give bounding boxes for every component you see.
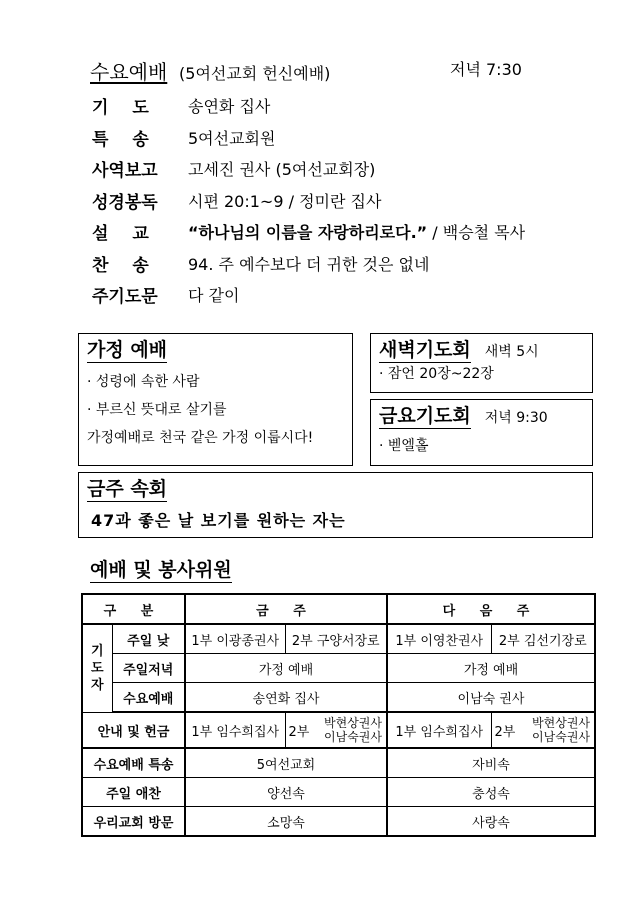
- cell: 가정 예배: [185, 654, 387, 683]
- table-row: [82, 624, 595, 654]
- row-label: 수요예배 특송: [82, 748, 185, 778]
- box-line: · 벧엘홀: [379, 438, 429, 454]
- cell-prefix: 2부: [494, 724, 516, 740]
- box-title: 금주 속회: [87, 478, 168, 500]
- program-row: [92, 279, 562, 311]
- weekly-cell-box: [78, 472, 593, 538]
- cell: 1부 임수희집사: [185, 712, 285, 748]
- program-row: [92, 185, 562, 217]
- program-label: 특송: [92, 129, 173, 150]
- name-a: 박현상권사: [324, 716, 382, 730]
- sermon-title: “하나님의 이름을 자랑하리로다.”: [188, 223, 428, 243]
- header-category: 구 분: [82, 594, 185, 624]
- weekly-cell-text: 47과 좋은 날 보기를 원하는 자는: [91, 511, 346, 530]
- program-label: 찬송: [92, 255, 173, 276]
- box-line: · 잠언 20장~22장: [379, 366, 494, 382]
- program-row: [92, 122, 562, 154]
- row-label: 주일 애찬: [82, 778, 185, 807]
- box-time: 저녁 9:30: [484, 410, 548, 426]
- table-row: [82, 748, 595, 778]
- program-label: 주기도문: [92, 287, 158, 308]
- program-row: [92, 153, 562, 185]
- program-value: 고세진 권사 (5여선교회장): [188, 160, 376, 180]
- cell: 5여선교회: [185, 748, 387, 778]
- row-label: 우리교회 방문: [82, 807, 185, 837]
- cell-stacked: [491, 712, 595, 748]
- program-label: 기도: [92, 98, 173, 119]
- prayer-group-label: [82, 624, 112, 712]
- program-row: [92, 248, 562, 280]
- box-line: · 성령에 속한 사람: [87, 374, 200, 390]
- cell: 양선속: [185, 778, 387, 807]
- cell: 자비속: [387, 748, 595, 778]
- program-value: [188, 220, 562, 243]
- program-value: 시편 20:1~9 / 정미란 집사: [188, 191, 382, 211]
- duty-section-title: 예배 및 봉사위원: [90, 559, 232, 581]
- cell: 이남숙 권사: [387, 683, 595, 713]
- cell-names: [309, 716, 386, 744]
- table-row: [82, 654, 595, 683]
- duty-table: [81, 593, 596, 837]
- service-program: [92, 90, 562, 311]
- row-label: 수요예배: [112, 683, 185, 713]
- table-row: [82, 807, 595, 837]
- program-value: 송연화 집사: [188, 97, 271, 117]
- box-title: 가정 예배: [87, 339, 168, 361]
- service-title: 수요예배: [90, 60, 168, 84]
- cell-names: [515, 716, 594, 744]
- cell: 1부 이영찬권사: [387, 624, 491, 654]
- name-b: 이남숙권사: [532, 730, 591, 744]
- cell: 송연화 집사: [185, 683, 387, 713]
- sermon-preacher: / 백승철 목사: [427, 223, 526, 243]
- program-label: 성경봉독: [92, 192, 158, 213]
- service-subtitle: (5여선교회 헌신예배): [179, 64, 331, 83]
- box-line: 가정예배로 천국 같은 가정 이룹시다!: [87, 430, 314, 446]
- cell: 1부 이광종권사: [185, 624, 285, 654]
- dawn-prayer-box: [370, 333, 593, 393]
- name-b: 이남숙권사: [324, 730, 382, 744]
- table-row: [82, 712, 595, 748]
- friday-prayer-box: [370, 399, 593, 466]
- box-time: 새벽 5시: [484, 344, 539, 360]
- name-a: 박현상권사: [532, 716, 591, 730]
- box-line: · 부르신 뜻대로 살기를: [87, 402, 227, 418]
- cell: 2부 구양서장로: [285, 624, 387, 654]
- cell: 소망속: [185, 807, 387, 837]
- box-title: 새벽기도회: [379, 339, 471, 361]
- cell-prefix: 2부: [288, 724, 310, 740]
- service-header: [90, 56, 560, 82]
- header-this-week: 금 주: [185, 594, 387, 624]
- header-next-week: 다 음 주: [387, 594, 595, 624]
- cell: 가정 예배: [387, 654, 595, 683]
- service-time: 저녁 7:30: [450, 60, 522, 79]
- program-label: 설교: [92, 224, 173, 245]
- cell: 충성속: [387, 778, 595, 807]
- row-label: 안내 및 헌금: [82, 712, 185, 748]
- program-label: 사역보고: [92, 161, 158, 182]
- program-row: [92, 90, 562, 122]
- cell: 2부 김선기장로: [491, 624, 595, 654]
- box-title: 금요기도회: [379, 405, 471, 427]
- program-value: 5여선교회원: [188, 128, 276, 148]
- cell: 1부 임수희집사: [387, 712, 491, 748]
- cell: 사랑속: [387, 807, 595, 837]
- cell-stacked: [285, 712, 387, 748]
- program-value: 94. 주 예수보다 더 귀한 것은 없네: [188, 254, 430, 274]
- row-label: 주일 낮: [112, 624, 185, 654]
- home-worship-box: [78, 333, 353, 466]
- table-row: [82, 778, 595, 807]
- table-header-row: [82, 594, 595, 624]
- table-row: [82, 683, 595, 713]
- program-value: 다 같이: [188, 286, 240, 306]
- row-label: 주일저녁: [112, 654, 185, 683]
- program-row: [92, 216, 562, 248]
- prayer-group-text: 기 도 자: [90, 643, 104, 693]
